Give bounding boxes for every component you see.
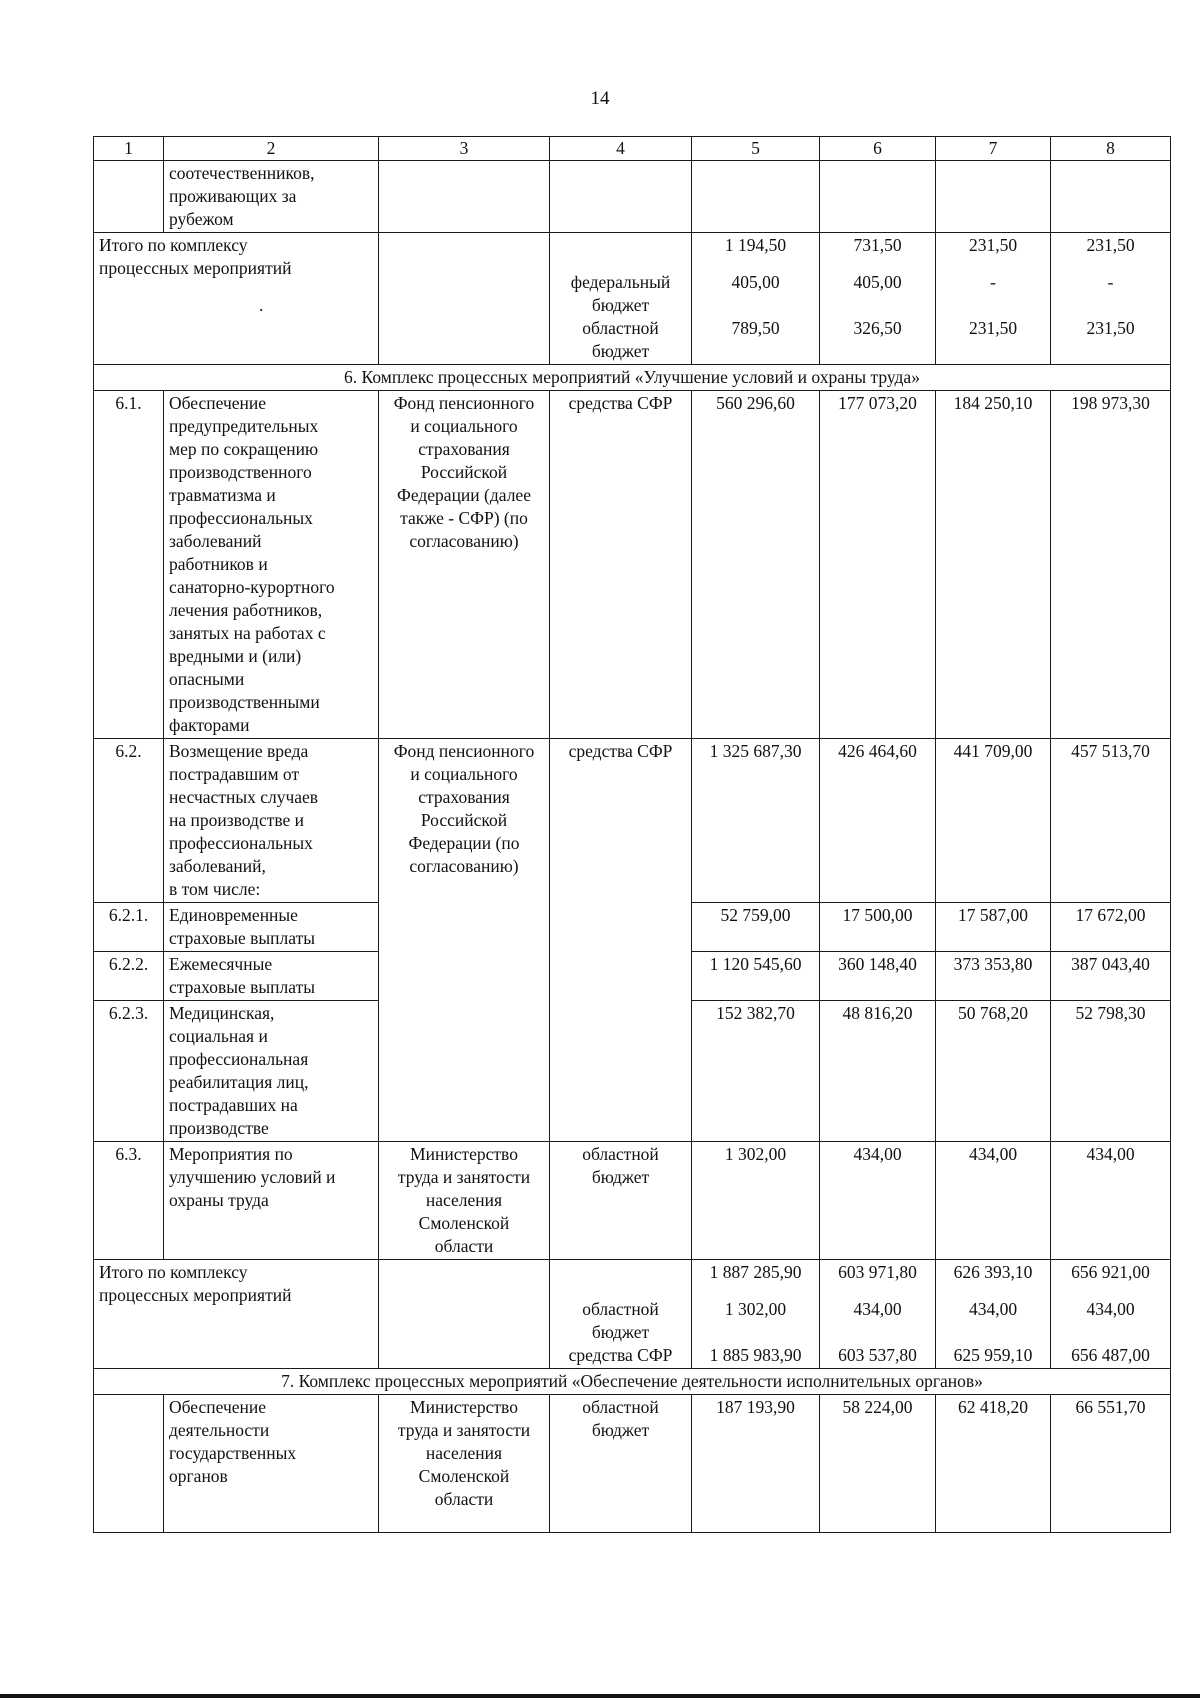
value-2027: 17 672,00 — [1051, 903, 1171, 952]
value-2026: 17 587,00 — [936, 903, 1051, 952]
value-total: 603 971,80 — [838, 1262, 917, 1282]
measure-name: Медицинская, социальная и профессиональная реабилитация лиц, пострадавших на производстве — [164, 1001, 379, 1142]
responsible-party: Фонд пенсионного и социального страхования Российской Федерации (далее также - СФР) (по согласованию) — [379, 391, 550, 739]
funding-source-sfr: средства СФР — [568, 1345, 673, 1365]
section-heading-row — [94, 365, 1171, 391]
table-row — [94, 739, 1171, 903]
section-title: 6. Комплекс процессных мероприятий «Улучшение условий и охраны труда» — [94, 365, 1171, 391]
measure-name: Обеспечение предупредительных мер по сокращению производственного травматизма и профессиональных заболеваний работников и санаторно-курортного лечения работников, занятых на работах с вредными и (или) опасными производственными факторами — [164, 391, 379, 739]
value-2025: 177 073,20 — [820, 391, 936, 739]
column-number: 4 — [550, 137, 692, 161]
column-number: 2 — [164, 137, 379, 161]
value-federal: 405,00 — [731, 272, 780, 292]
continuation-row — [94, 161, 1171, 233]
value-regional: 434,00 — [853, 1299, 902, 1319]
column-number: 1 — [94, 137, 164, 161]
value-sfr: 656 487,00 — [1071, 1345, 1150, 1365]
column-number: 6 — [820, 137, 936, 161]
value-total: 1 194,50 — [724, 235, 787, 255]
value-total: 1 887 285,90 — [709, 1262, 802, 1282]
value-2026: 50 768,20 — [936, 1001, 1051, 1142]
measure-name: Ежемесячные страховые выплаты — [164, 952, 379, 1001]
responsible-party: Фонд пенсионного и социального страхования Российской Федерации (по согласованию) — [379, 739, 550, 1142]
value-2027: 387 043,40 — [1051, 952, 1171, 1001]
value-2025: 48 816,20 — [820, 1001, 936, 1142]
value-2024: 1 325 687,30 — [692, 739, 820, 903]
value-2026: 373 353,80 — [936, 952, 1051, 1001]
value-sfr: 1 885 983,90 — [709, 1345, 802, 1365]
value-sfr: 625 959,10 — [953, 1345, 1033, 1365]
value-2026: 62 418,20 — [936, 1395, 1051, 1533]
funding-source: средства СФР — [550, 739, 692, 1142]
value-federal: - — [990, 272, 996, 292]
measure-name: Единовременные страховые выплаты — [164, 903, 379, 952]
column-number: 3 — [379, 137, 550, 161]
value-2027: 457 513,70 — [1051, 739, 1171, 903]
value-total: 626 393,10 — [953, 1262, 1033, 1282]
measure-name: соотечественников, проживающих за рубежом — [164, 161, 379, 233]
total-row — [94, 1260, 1171, 1369]
value-2025: 17 500,00 — [820, 903, 936, 952]
value-2024: 152 382,70 — [692, 1001, 820, 1142]
value-cell — [692, 233, 820, 365]
column-number: 8 — [1051, 137, 1171, 161]
value-2027: 198 973,30 — [1051, 391, 1171, 739]
column-number: 5 — [692, 137, 820, 161]
value-cell — [1051, 1260, 1171, 1369]
page-number: 14 — [590, 88, 610, 109]
funding-source-cell — [550, 1260, 692, 1369]
table-row — [94, 391, 1171, 739]
measure-name: Обеспечение деятельности государственных органов — [164, 1395, 379, 1533]
responsible-party: Министерство труда и занятости населения Смоленской области — [379, 1142, 550, 1260]
value-cell — [1051, 233, 1171, 365]
value-total: 731,50 — [853, 235, 902, 255]
value-federal: - — [1107, 272, 1114, 292]
value-2025: 426 464,60 — [820, 739, 936, 903]
value-2027: 52 798,30 — [1051, 1001, 1171, 1142]
row-number: 6.1. — [94, 391, 164, 739]
value-total: 231,50 — [968, 235, 1018, 255]
section-heading-row — [94, 1369, 1171, 1395]
value-2026: 434,00 — [936, 1142, 1051, 1260]
row-number: 6.3. — [94, 1142, 164, 1260]
funding-source-cell — [550, 233, 692, 365]
value-total: 656 921,00 — [1071, 1262, 1150, 1282]
value-regional: 434,00 — [1086, 1299, 1135, 1319]
value-2025: 58 224,00 — [820, 1395, 936, 1533]
value-2026: 441 709,00 — [936, 739, 1051, 903]
funding-source: областной бюджет — [550, 1395, 692, 1533]
value-2025: 360 148,40 — [820, 952, 936, 1001]
table-row — [94, 1142, 1171, 1260]
value-2027: 434,00 — [1051, 1142, 1171, 1260]
value-regional: 326,50 — [853, 318, 902, 338]
value-cell — [692, 1260, 820, 1369]
value-2026: 184 250,10 — [936, 391, 1051, 739]
value-2024: 52 759,00 — [692, 903, 820, 952]
total-row — [94, 233, 1171, 365]
row-number: 6.2.1. — [94, 903, 164, 952]
funding-source-regional: областной бюджет — [582, 1299, 659, 1342]
funding-source-regional: областной бюджет — [582, 318, 659, 361]
funding-source: средства СФР — [550, 391, 692, 739]
measure-name: Мероприятия по улучшению условий и охраны труда — [164, 1142, 379, 1260]
value-2024: 187 193,90 — [692, 1395, 820, 1533]
funding-source-federal: федеральный бюджет — [570, 272, 671, 315]
value-total: 231,50 — [1086, 235, 1135, 255]
section-title: 7. Комплекс процессных мероприятий «Обеспечение деятельности исполнительных органов» — [94, 1369, 1171, 1395]
value-regional: 789,50 — [731, 318, 780, 338]
value-regional: 434,00 — [968, 1299, 1018, 1319]
funding-source: областной бюджет — [550, 1142, 692, 1260]
value-cell — [820, 1260, 936, 1369]
value-regional: 231,50 — [1086, 318, 1135, 338]
value-regional: 1 302,00 — [724, 1299, 787, 1319]
value-2024: 1 120 545,60 — [692, 952, 820, 1001]
value-cell — [936, 233, 1051, 365]
measure-name: Возмещение вреда пострадавшим от несчастных случаев на производстве и профессиональных заболеваний, в том числе: — [164, 739, 379, 903]
program-table — [93, 136, 1171, 1533]
stray-dot: . — [259, 295, 264, 315]
value-federal: 405,00 — [853, 272, 902, 292]
value-2024: 560 296,60 — [692, 391, 820, 739]
value-2027: 66 551,70 — [1051, 1395, 1171, 1533]
table-row — [94, 1395, 1171, 1533]
column-number: 7 — [936, 137, 1051, 161]
row-number: 6.2.3. — [94, 1001, 164, 1142]
value-2024: 1 302,00 — [692, 1142, 820, 1260]
value-regional: 231,50 — [968, 318, 1018, 338]
value-2025: 434,00 — [820, 1142, 936, 1260]
value-sfr: 603 537,80 — [838, 1345, 917, 1365]
total-label: Итого по комплексу процессных мероприятий — [94, 1260, 379, 1369]
row-number: 6.2. — [94, 739, 164, 903]
value-cell — [936, 1260, 1051, 1369]
total-label: Итого по комплексу процессных мероприятий — [99, 235, 292, 278]
column-number-row — [94, 137, 1171, 161]
row-number: 6.2.2. — [94, 952, 164, 1001]
value-cell — [820, 233, 936, 365]
total-label-cell — [94, 233, 379, 365]
scan-edge-bar — [0, 1694, 1200, 1698]
responsible-party: Министерство труда и занятости населения Смоленской области — [379, 1395, 550, 1533]
